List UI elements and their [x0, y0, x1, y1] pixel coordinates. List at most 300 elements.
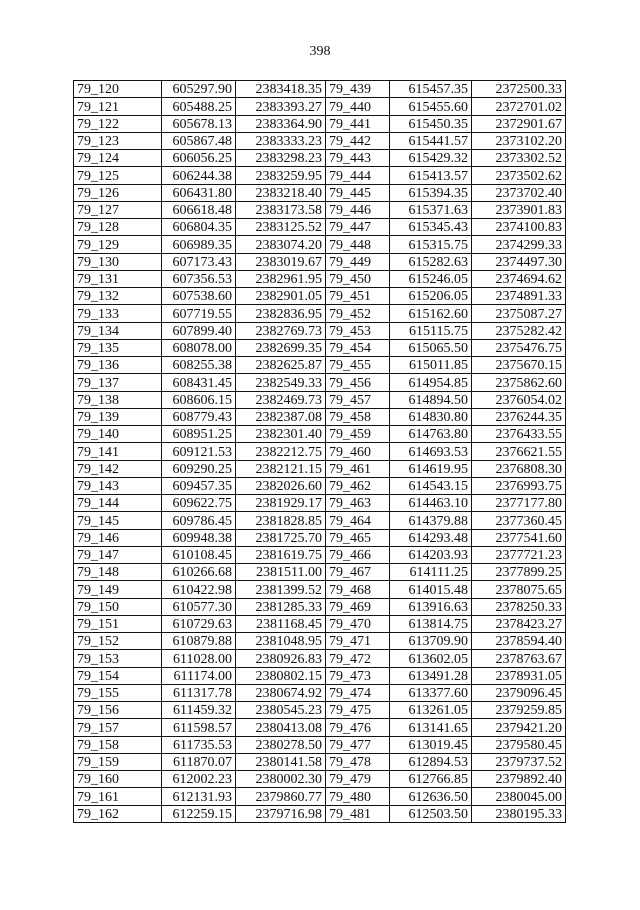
x-coordinate-right: 615246.05 — [390, 270, 472, 287]
y-coordinate-right: 2373702.40 — [472, 184, 566, 201]
table-row — [74, 753, 566, 770]
x-coordinate-left: 611317.78 — [162, 684, 236, 701]
x-coordinate-right: 612894.53 — [390, 753, 472, 770]
point-id-right: 79_458 — [326, 408, 390, 425]
table-row — [74, 305, 566, 322]
x-coordinate-right: 615315.75 — [390, 236, 472, 253]
y-coordinate-right: 2379737.52 — [472, 753, 566, 770]
table-row — [74, 236, 566, 253]
point-id-left: 79_120 — [74, 81, 162, 98]
y-coordinate-left: 2383074.20 — [236, 236, 326, 253]
point-id-left: 79_122 — [74, 115, 162, 132]
y-coordinate-left: 2382121.15 — [236, 460, 326, 477]
x-coordinate-left: 608431.45 — [162, 374, 236, 391]
table-row — [74, 684, 566, 701]
x-coordinate-left: 606431.80 — [162, 184, 236, 201]
y-coordinate-right: 2374299.33 — [472, 236, 566, 253]
point-id-right: 79_448 — [326, 236, 390, 253]
y-coordinate-right: 2378250.33 — [472, 598, 566, 615]
x-coordinate-right: 615162.60 — [390, 305, 472, 322]
x-coordinate-right: 612766.85 — [390, 771, 472, 788]
y-coordinate-right: 2372901.67 — [472, 115, 566, 132]
point-id-right: 79_479 — [326, 771, 390, 788]
point-id-right: 79_463 — [326, 495, 390, 512]
point-id-right: 79_460 — [326, 443, 390, 460]
point-id-left: 79_161 — [74, 788, 162, 805]
y-coordinate-right: 2378594.40 — [472, 633, 566, 650]
y-coordinate-right: 2379259.85 — [472, 702, 566, 719]
x-coordinate-left: 610879.88 — [162, 633, 236, 650]
point-id-right: 79_466 — [326, 546, 390, 563]
x-coordinate-left: 606618.48 — [162, 201, 236, 218]
point-id-right: 79_452 — [326, 305, 390, 322]
coordinates-table-body — [74, 81, 566, 823]
x-coordinate-right: 615455.60 — [390, 98, 472, 115]
y-coordinate-left: 2382901.05 — [236, 288, 326, 305]
y-coordinate-right: 2374497.30 — [472, 253, 566, 270]
point-id-left: 79_141 — [74, 443, 162, 460]
point-id-right: 79_480 — [326, 788, 390, 805]
point-id-left: 79_151 — [74, 615, 162, 632]
y-coordinate-right: 2374100.83 — [472, 219, 566, 236]
y-coordinate-right: 2378931.05 — [472, 667, 566, 684]
y-coordinate-right: 2372500.33 — [472, 81, 566, 98]
point-id-left: 79_131 — [74, 270, 162, 287]
table-row — [74, 408, 566, 425]
x-coordinate-left: 605488.25 — [162, 98, 236, 115]
x-coordinate-left: 609786.45 — [162, 512, 236, 529]
point-id-left: 79_153 — [74, 650, 162, 667]
point-id-right: 79_443 — [326, 150, 390, 167]
x-coordinate-right: 613916.63 — [390, 598, 472, 615]
y-coordinate-left: 2383125.52 — [236, 219, 326, 236]
table-row — [74, 477, 566, 494]
point-id-right: 79_442 — [326, 132, 390, 149]
x-coordinate-right: 615394.35 — [390, 184, 472, 201]
point-id-left: 79_155 — [74, 684, 162, 701]
y-coordinate-right: 2375862.60 — [472, 374, 566, 391]
point-id-right: 79_439 — [326, 81, 390, 98]
point-id-left: 79_121 — [74, 98, 162, 115]
x-coordinate-left: 608951.25 — [162, 426, 236, 443]
y-coordinate-left: 2383364.90 — [236, 115, 326, 132]
x-coordinate-right: 613261.05 — [390, 702, 472, 719]
point-id-right: 79_449 — [326, 253, 390, 270]
table-row — [74, 495, 566, 512]
coordinates-table — [73, 80, 566, 823]
y-coordinate-left: 2381285.33 — [236, 598, 326, 615]
point-id-right: 79_441 — [326, 115, 390, 132]
x-coordinate-left: 609290.25 — [162, 460, 236, 477]
y-coordinate-right: 2376244.35 — [472, 408, 566, 425]
y-coordinate-left: 2381048.95 — [236, 633, 326, 650]
y-coordinate-left: 2381511.00 — [236, 564, 326, 581]
point-id-left: 79_138 — [74, 391, 162, 408]
y-coordinate-right: 2380195.33 — [472, 805, 566, 822]
y-coordinate-left: 2382549.33 — [236, 374, 326, 391]
y-coordinate-left: 2383019.67 — [236, 253, 326, 270]
y-coordinate-left: 2380545.23 — [236, 702, 326, 719]
point-id-right: 79_477 — [326, 736, 390, 753]
y-coordinate-right: 2378075.65 — [472, 581, 566, 598]
y-coordinate-right: 2378423.27 — [472, 615, 566, 632]
x-coordinate-right: 612636.50 — [390, 788, 472, 805]
x-coordinate-left: 608606.15 — [162, 391, 236, 408]
x-coordinate-right: 615441.57 — [390, 132, 472, 149]
table-row — [74, 615, 566, 632]
x-coordinate-left: 608078.00 — [162, 339, 236, 356]
point-id-left: 79_135 — [74, 339, 162, 356]
y-coordinate-left: 2382212.75 — [236, 443, 326, 460]
point-id-left: 79_148 — [74, 564, 162, 581]
y-coordinate-right: 2377177.80 — [472, 495, 566, 512]
y-coordinate-left: 2381929.17 — [236, 495, 326, 512]
table-row — [74, 598, 566, 615]
x-coordinate-left: 612259.15 — [162, 805, 236, 822]
table-row — [74, 633, 566, 650]
y-coordinate-left: 2383418.35 — [236, 81, 326, 98]
point-id-right: 79_453 — [326, 322, 390, 339]
point-id-right: 79_451 — [326, 288, 390, 305]
y-coordinate-left: 2383298.23 — [236, 150, 326, 167]
point-id-left: 79_159 — [74, 753, 162, 770]
table-row — [74, 426, 566, 443]
x-coordinate-left: 610266.68 — [162, 564, 236, 581]
x-coordinate-right: 613814.75 — [390, 615, 472, 632]
point-id-left: 79_160 — [74, 771, 162, 788]
table-row — [74, 357, 566, 374]
table-row — [74, 150, 566, 167]
y-coordinate-left: 2383333.23 — [236, 132, 326, 149]
point-id-left: 79_130 — [74, 253, 162, 270]
table-row — [74, 132, 566, 149]
y-coordinate-right: 2377721.23 — [472, 546, 566, 563]
table-row — [74, 805, 566, 822]
page-number: 398 — [309, 44, 331, 59]
x-coordinate-right: 614830.80 — [390, 408, 472, 425]
y-coordinate-right: 2373901.83 — [472, 201, 566, 218]
point-id-right: 79_467 — [326, 564, 390, 581]
y-coordinate-left: 2380802.15 — [236, 667, 326, 684]
y-coordinate-right: 2376621.55 — [472, 443, 566, 460]
y-coordinate-right: 2374891.33 — [472, 288, 566, 305]
y-coordinate-right: 2378763.67 — [472, 650, 566, 667]
y-coordinate-right: 2376993.75 — [472, 477, 566, 494]
point-id-right: 79_470 — [326, 615, 390, 632]
x-coordinate-right: 614111.25 — [390, 564, 472, 581]
point-id-left: 79_156 — [74, 702, 162, 719]
table-row — [74, 288, 566, 305]
y-coordinate-right: 2379421.20 — [472, 719, 566, 736]
point-id-left: 79_137 — [74, 374, 162, 391]
y-coordinate-left: 2382625.87 — [236, 357, 326, 374]
x-coordinate-left: 609622.75 — [162, 495, 236, 512]
y-coordinate-right: 2372701.02 — [472, 98, 566, 115]
point-id-left: 79_146 — [74, 529, 162, 546]
x-coordinate-right: 615457.35 — [390, 81, 472, 98]
point-id-right: 79_473 — [326, 667, 390, 684]
y-coordinate-right: 2376433.55 — [472, 426, 566, 443]
point-id-left: 79_126 — [74, 184, 162, 201]
y-coordinate-left: 2382961.95 — [236, 270, 326, 287]
x-coordinate-right: 614693.53 — [390, 443, 472, 460]
y-coordinate-left: 2381619.75 — [236, 546, 326, 563]
point-id-right: 79_475 — [326, 702, 390, 719]
x-coordinate-left: 607356.53 — [162, 270, 236, 287]
point-id-right: 79_471 — [326, 633, 390, 650]
y-coordinate-right: 2373102.20 — [472, 132, 566, 149]
point-id-left: 79_143 — [74, 477, 162, 494]
x-coordinate-right: 614293.48 — [390, 529, 472, 546]
point-id-right: 79_464 — [326, 512, 390, 529]
point-id-right: 79_462 — [326, 477, 390, 494]
y-coordinate-right: 2375282.42 — [472, 322, 566, 339]
point-id-left: 79_136 — [74, 357, 162, 374]
x-coordinate-right: 615345.43 — [390, 219, 472, 236]
y-coordinate-left: 2382469.73 — [236, 391, 326, 408]
y-coordinate-left: 2382387.08 — [236, 408, 326, 425]
table-row — [74, 201, 566, 218]
point-id-right: 79_455 — [326, 357, 390, 374]
x-coordinate-left: 611598.57 — [162, 719, 236, 736]
point-id-right: 79_474 — [326, 684, 390, 701]
point-id-left: 79_127 — [74, 201, 162, 218]
x-coordinate-left: 609948.38 — [162, 529, 236, 546]
x-coordinate-right: 615282.63 — [390, 253, 472, 270]
x-coordinate-left: 609121.53 — [162, 443, 236, 460]
table-row — [74, 253, 566, 270]
point-id-left: 79_142 — [74, 460, 162, 477]
y-coordinate-right: 2379096.45 — [472, 684, 566, 701]
y-coordinate-right: 2375087.27 — [472, 305, 566, 322]
table-row — [74, 98, 566, 115]
x-coordinate-left: 607538.60 — [162, 288, 236, 305]
point-id-left: 79_162 — [74, 805, 162, 822]
table-row — [74, 667, 566, 684]
table-row — [74, 443, 566, 460]
table-row — [74, 167, 566, 184]
y-coordinate-left: 2380674.92 — [236, 684, 326, 701]
x-coordinate-left: 611174.00 — [162, 667, 236, 684]
x-coordinate-left: 612002.23 — [162, 771, 236, 788]
x-coordinate-right: 613019.45 — [390, 736, 472, 753]
point-id-left: 79_128 — [74, 219, 162, 236]
table-row — [74, 81, 566, 98]
y-coordinate-left: 2382026.60 — [236, 477, 326, 494]
y-coordinate-left: 2379860.77 — [236, 788, 326, 805]
x-coordinate-left: 605678.13 — [162, 115, 236, 132]
x-coordinate-left: 606989.35 — [162, 236, 236, 253]
point-id-left: 79_124 — [74, 150, 162, 167]
point-id-right: 79_454 — [326, 339, 390, 356]
point-id-left: 79_152 — [74, 633, 162, 650]
x-coordinate-left: 612131.93 — [162, 788, 236, 805]
point-id-right: 79_456 — [326, 374, 390, 391]
x-coordinate-left: 611459.32 — [162, 702, 236, 719]
x-coordinate-right: 614203.93 — [390, 546, 472, 563]
x-coordinate-right: 614015.48 — [390, 581, 472, 598]
x-coordinate-left: 607173.43 — [162, 253, 236, 270]
point-id-right: 79_446 — [326, 201, 390, 218]
x-coordinate-left: 607719.55 — [162, 305, 236, 322]
point-id-right: 79_472 — [326, 650, 390, 667]
x-coordinate-left: 610729.63 — [162, 615, 236, 632]
point-id-left: 79_133 — [74, 305, 162, 322]
y-coordinate-left: 2383218.40 — [236, 184, 326, 201]
y-coordinate-left: 2380278.50 — [236, 736, 326, 753]
y-coordinate-left: 2379716.98 — [236, 805, 326, 822]
x-coordinate-right: 614894.50 — [390, 391, 472, 408]
table-row — [74, 788, 566, 805]
y-coordinate-left: 2382769.73 — [236, 322, 326, 339]
y-coordinate-left: 2383173.58 — [236, 201, 326, 218]
x-coordinate-left: 608779.43 — [162, 408, 236, 425]
x-coordinate-left: 611735.53 — [162, 736, 236, 753]
y-coordinate-left: 2380002.30 — [236, 771, 326, 788]
y-coordinate-right: 2377899.25 — [472, 564, 566, 581]
x-coordinate-right: 614954.85 — [390, 374, 472, 391]
table-row — [74, 771, 566, 788]
x-coordinate-right: 615450.35 — [390, 115, 472, 132]
table-row — [74, 184, 566, 201]
x-coordinate-left: 606056.25 — [162, 150, 236, 167]
x-coordinate-right: 614463.10 — [390, 495, 472, 512]
point-id-left: 79_157 — [74, 719, 162, 736]
y-coordinate-left: 2380413.08 — [236, 719, 326, 736]
table-row — [74, 546, 566, 563]
point-id-left: 79_123 — [74, 132, 162, 149]
y-coordinate-right: 2375670.15 — [472, 357, 566, 374]
point-id-right: 79_478 — [326, 753, 390, 770]
x-coordinate-left: 605867.48 — [162, 132, 236, 149]
y-coordinate-right: 2377541.60 — [472, 529, 566, 546]
point-id-left: 79_134 — [74, 322, 162, 339]
x-coordinate-right: 614379.88 — [390, 512, 472, 529]
point-id-left: 79_125 — [74, 167, 162, 184]
y-coordinate-right: 2376054.02 — [472, 391, 566, 408]
table-row — [74, 581, 566, 598]
table-row — [74, 391, 566, 408]
y-coordinate-right: 2373302.52 — [472, 150, 566, 167]
y-coordinate-right: 2375476.75 — [472, 339, 566, 356]
table-row — [74, 719, 566, 736]
x-coordinate-left: 605297.90 — [162, 81, 236, 98]
x-coordinate-right: 615206.05 — [390, 288, 472, 305]
x-coordinate-left: 610577.30 — [162, 598, 236, 615]
point-id-left: 79_147 — [74, 546, 162, 563]
x-coordinate-left: 611028.00 — [162, 650, 236, 667]
point-id-right: 79_440 — [326, 98, 390, 115]
x-coordinate-left: 606244.38 — [162, 167, 236, 184]
y-coordinate-right: 2379892.40 — [472, 771, 566, 788]
point-id-right: 79_468 — [326, 581, 390, 598]
point-id-left: 79_140 — [74, 426, 162, 443]
table-row — [74, 512, 566, 529]
x-coordinate-left: 608255.38 — [162, 357, 236, 374]
table-row — [74, 529, 566, 546]
y-coordinate-right: 2376808.30 — [472, 460, 566, 477]
point-id-right: 79_445 — [326, 184, 390, 201]
y-coordinate-left: 2382836.95 — [236, 305, 326, 322]
table-row — [74, 115, 566, 132]
table-row — [74, 702, 566, 719]
x-coordinate-right: 613377.60 — [390, 684, 472, 701]
point-id-right: 79_476 — [326, 719, 390, 736]
y-coordinate-right: 2373502.62 — [472, 167, 566, 184]
x-coordinate-left: 609457.35 — [162, 477, 236, 494]
point-id-left: 79_129 — [74, 236, 162, 253]
y-coordinate-left: 2380141.58 — [236, 753, 326, 770]
table-row — [74, 650, 566, 667]
table-row — [74, 374, 566, 391]
point-id-left: 79_132 — [74, 288, 162, 305]
x-coordinate-right: 613141.65 — [390, 719, 472, 736]
table-row — [74, 219, 566, 236]
y-coordinate-right: 2380045.00 — [472, 788, 566, 805]
x-coordinate-right: 613709.90 — [390, 633, 472, 650]
point-id-right: 79_469 — [326, 598, 390, 615]
y-coordinate-left: 2380926.83 — [236, 650, 326, 667]
point-id-right: 79_457 — [326, 391, 390, 408]
x-coordinate-right: 613491.28 — [390, 667, 472, 684]
x-coordinate-left: 610108.45 — [162, 546, 236, 563]
point-id-right: 79_459 — [326, 426, 390, 443]
x-coordinate-right: 613602.05 — [390, 650, 472, 667]
x-coordinate-right: 615115.75 — [390, 322, 472, 339]
y-coordinate-left: 2381725.70 — [236, 529, 326, 546]
point-id-right: 79_461 — [326, 460, 390, 477]
x-coordinate-right: 614763.80 — [390, 426, 472, 443]
x-coordinate-right: 615429.32 — [390, 150, 472, 167]
y-coordinate-right: 2379580.45 — [472, 736, 566, 753]
point-id-left: 79_154 — [74, 667, 162, 684]
point-id-left: 79_158 — [74, 736, 162, 753]
table-row — [74, 322, 566, 339]
x-coordinate-right: 615011.85 — [390, 357, 472, 374]
y-coordinate-left: 2381399.52 — [236, 581, 326, 598]
x-coordinate-right: 615413.57 — [390, 167, 472, 184]
point-id-left: 79_149 — [74, 581, 162, 598]
point-id-left: 79_144 — [74, 495, 162, 512]
point-id-right: 79_450 — [326, 270, 390, 287]
point-id-left: 79_139 — [74, 408, 162, 425]
point-id-right: 79_444 — [326, 167, 390, 184]
x-coordinate-left: 606804.35 — [162, 219, 236, 236]
y-coordinate-left: 2381168.45 — [236, 615, 326, 632]
point-id-left: 79_145 — [74, 512, 162, 529]
y-coordinate-left: 2381828.85 — [236, 512, 326, 529]
table-row — [74, 564, 566, 581]
x-coordinate-right: 614619.95 — [390, 460, 472, 477]
table-row — [74, 460, 566, 477]
y-coordinate-left: 2382301.40 — [236, 426, 326, 443]
x-coordinate-right: 615065.50 — [390, 339, 472, 356]
y-coordinate-right: 2377360.45 — [472, 512, 566, 529]
y-coordinate-left: 2383259.95 — [236, 167, 326, 184]
table-row — [74, 270, 566, 287]
point-id-right: 79_447 — [326, 219, 390, 236]
x-coordinate-right: 615371.63 — [390, 201, 472, 218]
y-coordinate-right: 2374694.62 — [472, 270, 566, 287]
point-id-right: 79_465 — [326, 529, 390, 546]
x-coordinate-left: 610422.98 — [162, 581, 236, 598]
x-coordinate-right: 614543.15 — [390, 477, 472, 494]
x-coordinate-left: 607899.40 — [162, 322, 236, 339]
x-coordinate-right: 612503.50 — [390, 805, 472, 822]
table-row — [74, 736, 566, 753]
y-coordinate-left: 2382699.35 — [236, 339, 326, 356]
table-row — [74, 339, 566, 356]
